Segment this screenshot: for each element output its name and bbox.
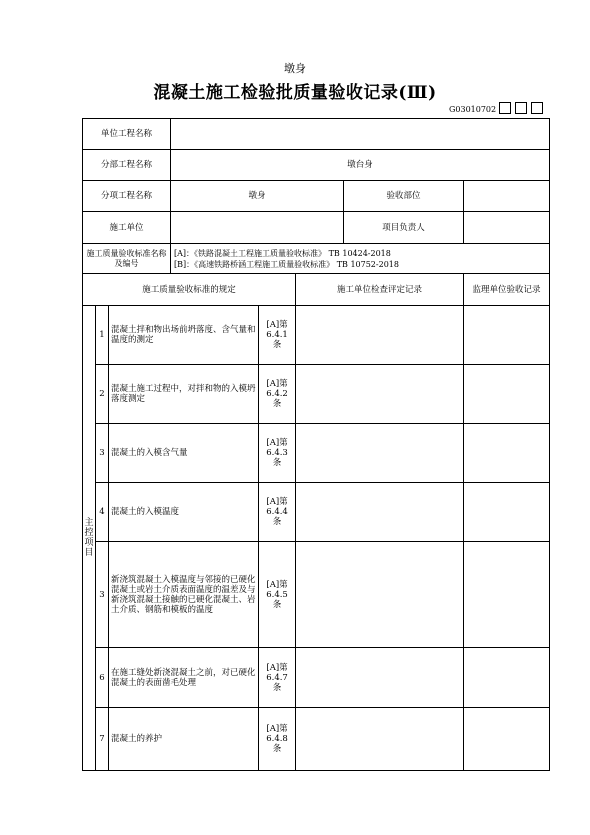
item-text: 混凝土施工过程中，对拌和物的入模坍落度测定 [109, 365, 259, 424]
standard-a: [A]：《铁路混凝土工程施工质量验收标准》 TB 10424-2018 [174, 248, 391, 258]
standard-label: 施工质量验收标准名称及编号 [83, 244, 171, 274]
item-clause: [A]第6.4.3条 [259, 424, 296, 483]
item-text: 混凝土的入模含气量 [109, 424, 259, 483]
item-clause: [A]第6.4.7条 [259, 648, 296, 708]
item-number: 2 [96, 365, 109, 424]
supervisor-record-cell[interactable] [464, 542, 550, 648]
item-clause: [A]第6.4.5条 [259, 542, 296, 648]
table-row [83, 483, 550, 542]
table-row [83, 542, 550, 648]
division-label: 分部工程名称 [83, 150, 171, 181]
project-lead-label: 项目负责人 [344, 212, 464, 244]
subitem-label: 分项工程名称 [83, 181, 171, 212]
item-text: 混凝土的养护 [109, 708, 259, 771]
form-title: 混凝土施工检验批质量验收记录(Ⅲ) [153, 83, 437, 103]
group-label-text: 主 控 项 目 [84, 518, 94, 558]
subitem-value[interactable]: 墩身 [171, 181, 344, 212]
item-text: 混凝土的入模温度 [109, 483, 259, 542]
table-row [83, 424, 550, 483]
acceptance-part-value[interactable] [464, 181, 550, 212]
main-control-group-label [83, 306, 96, 771]
code-box-3[interactable] [531, 102, 543, 114]
supervisor-record-cell[interactable] [464, 483, 550, 542]
contractor-record-header: 施工单位检查评定记录 [296, 274, 464, 306]
code-box-1[interactable] [499, 102, 511, 114]
item-number: 6 [96, 648, 109, 708]
contractor-record-cell[interactable] [296, 483, 464, 542]
item-clause: [A]第6.4.1条 [259, 306, 296, 365]
item-number: 3 [96, 542, 109, 648]
division-value[interactable]: 墩台身 [171, 150, 550, 181]
item-clause: [A]第6.4.8条 [259, 708, 296, 771]
supervisor-record-cell[interactable] [464, 708, 550, 771]
standard-b: [B]：《高速铁路桥涵工程施工质量验收标准》 TB 10752-2018 [174, 259, 399, 269]
item-clause: [A]第6.4.4条 [259, 483, 296, 542]
item-number: 4 [96, 483, 109, 542]
unit-project-value[interactable] [171, 119, 550, 150]
table-row [83, 708, 550, 771]
form-code: G03010702 [449, 105, 497, 114]
acceptance-part-label: 验收部位 [344, 181, 464, 212]
supervisor-record-cell[interactable] [464, 306, 550, 365]
supervisor-record-cell[interactable] [464, 365, 550, 424]
contractor-label: 施工单位 [83, 212, 171, 244]
table-row [83, 306, 550, 365]
standard-list [171, 244, 550, 274]
inspection-record-table [82, 118, 550, 771]
contractor-record-cell[interactable] [296, 424, 464, 483]
supervisor-record-cell[interactable] [464, 648, 550, 708]
table-row [83, 365, 550, 424]
project-lead-value[interactable] [464, 212, 550, 244]
spec-column-header: 施工质量验收标准的规定 [83, 274, 296, 306]
item-number: 3 [96, 424, 109, 483]
item-text: 在施工缝处新浇混凝土之前，对已硬化混凝土的表面凿毛处理 [109, 648, 259, 708]
code-box-2[interactable] [515, 102, 527, 114]
supervisor-record-header: 监理单位验收记录 [464, 274, 550, 306]
item-number: 7 [96, 708, 109, 771]
contractor-record-cell[interactable] [296, 365, 464, 424]
contractor-record-cell[interactable] [296, 648, 464, 708]
form-supertitle: 墩身 [284, 62, 306, 75]
contractor-value[interactable] [171, 212, 344, 244]
table-row [83, 648, 550, 708]
contractor-record-cell[interactable] [296, 542, 464, 648]
contractor-record-cell[interactable] [296, 708, 464, 771]
contractor-record-cell[interactable] [296, 306, 464, 365]
unit-project-label: 单位工程名称 [83, 119, 171, 150]
supervisor-record-cell[interactable] [464, 424, 550, 483]
item-text: 混凝土拌和物出场前坍落度、含气量和温度的测定 [109, 306, 259, 365]
item-clause: [A]第6.4.2条 [259, 365, 296, 424]
item-text: 新浇筑混凝土入模温度与邻接的已硬化混凝土或岩土介质表面温度的温差及与新浇筑混凝土接触的已硬化混凝土、岩土介质、钢筋和模板的温度 [109, 542, 259, 648]
item-number: 1 [96, 306, 109, 365]
